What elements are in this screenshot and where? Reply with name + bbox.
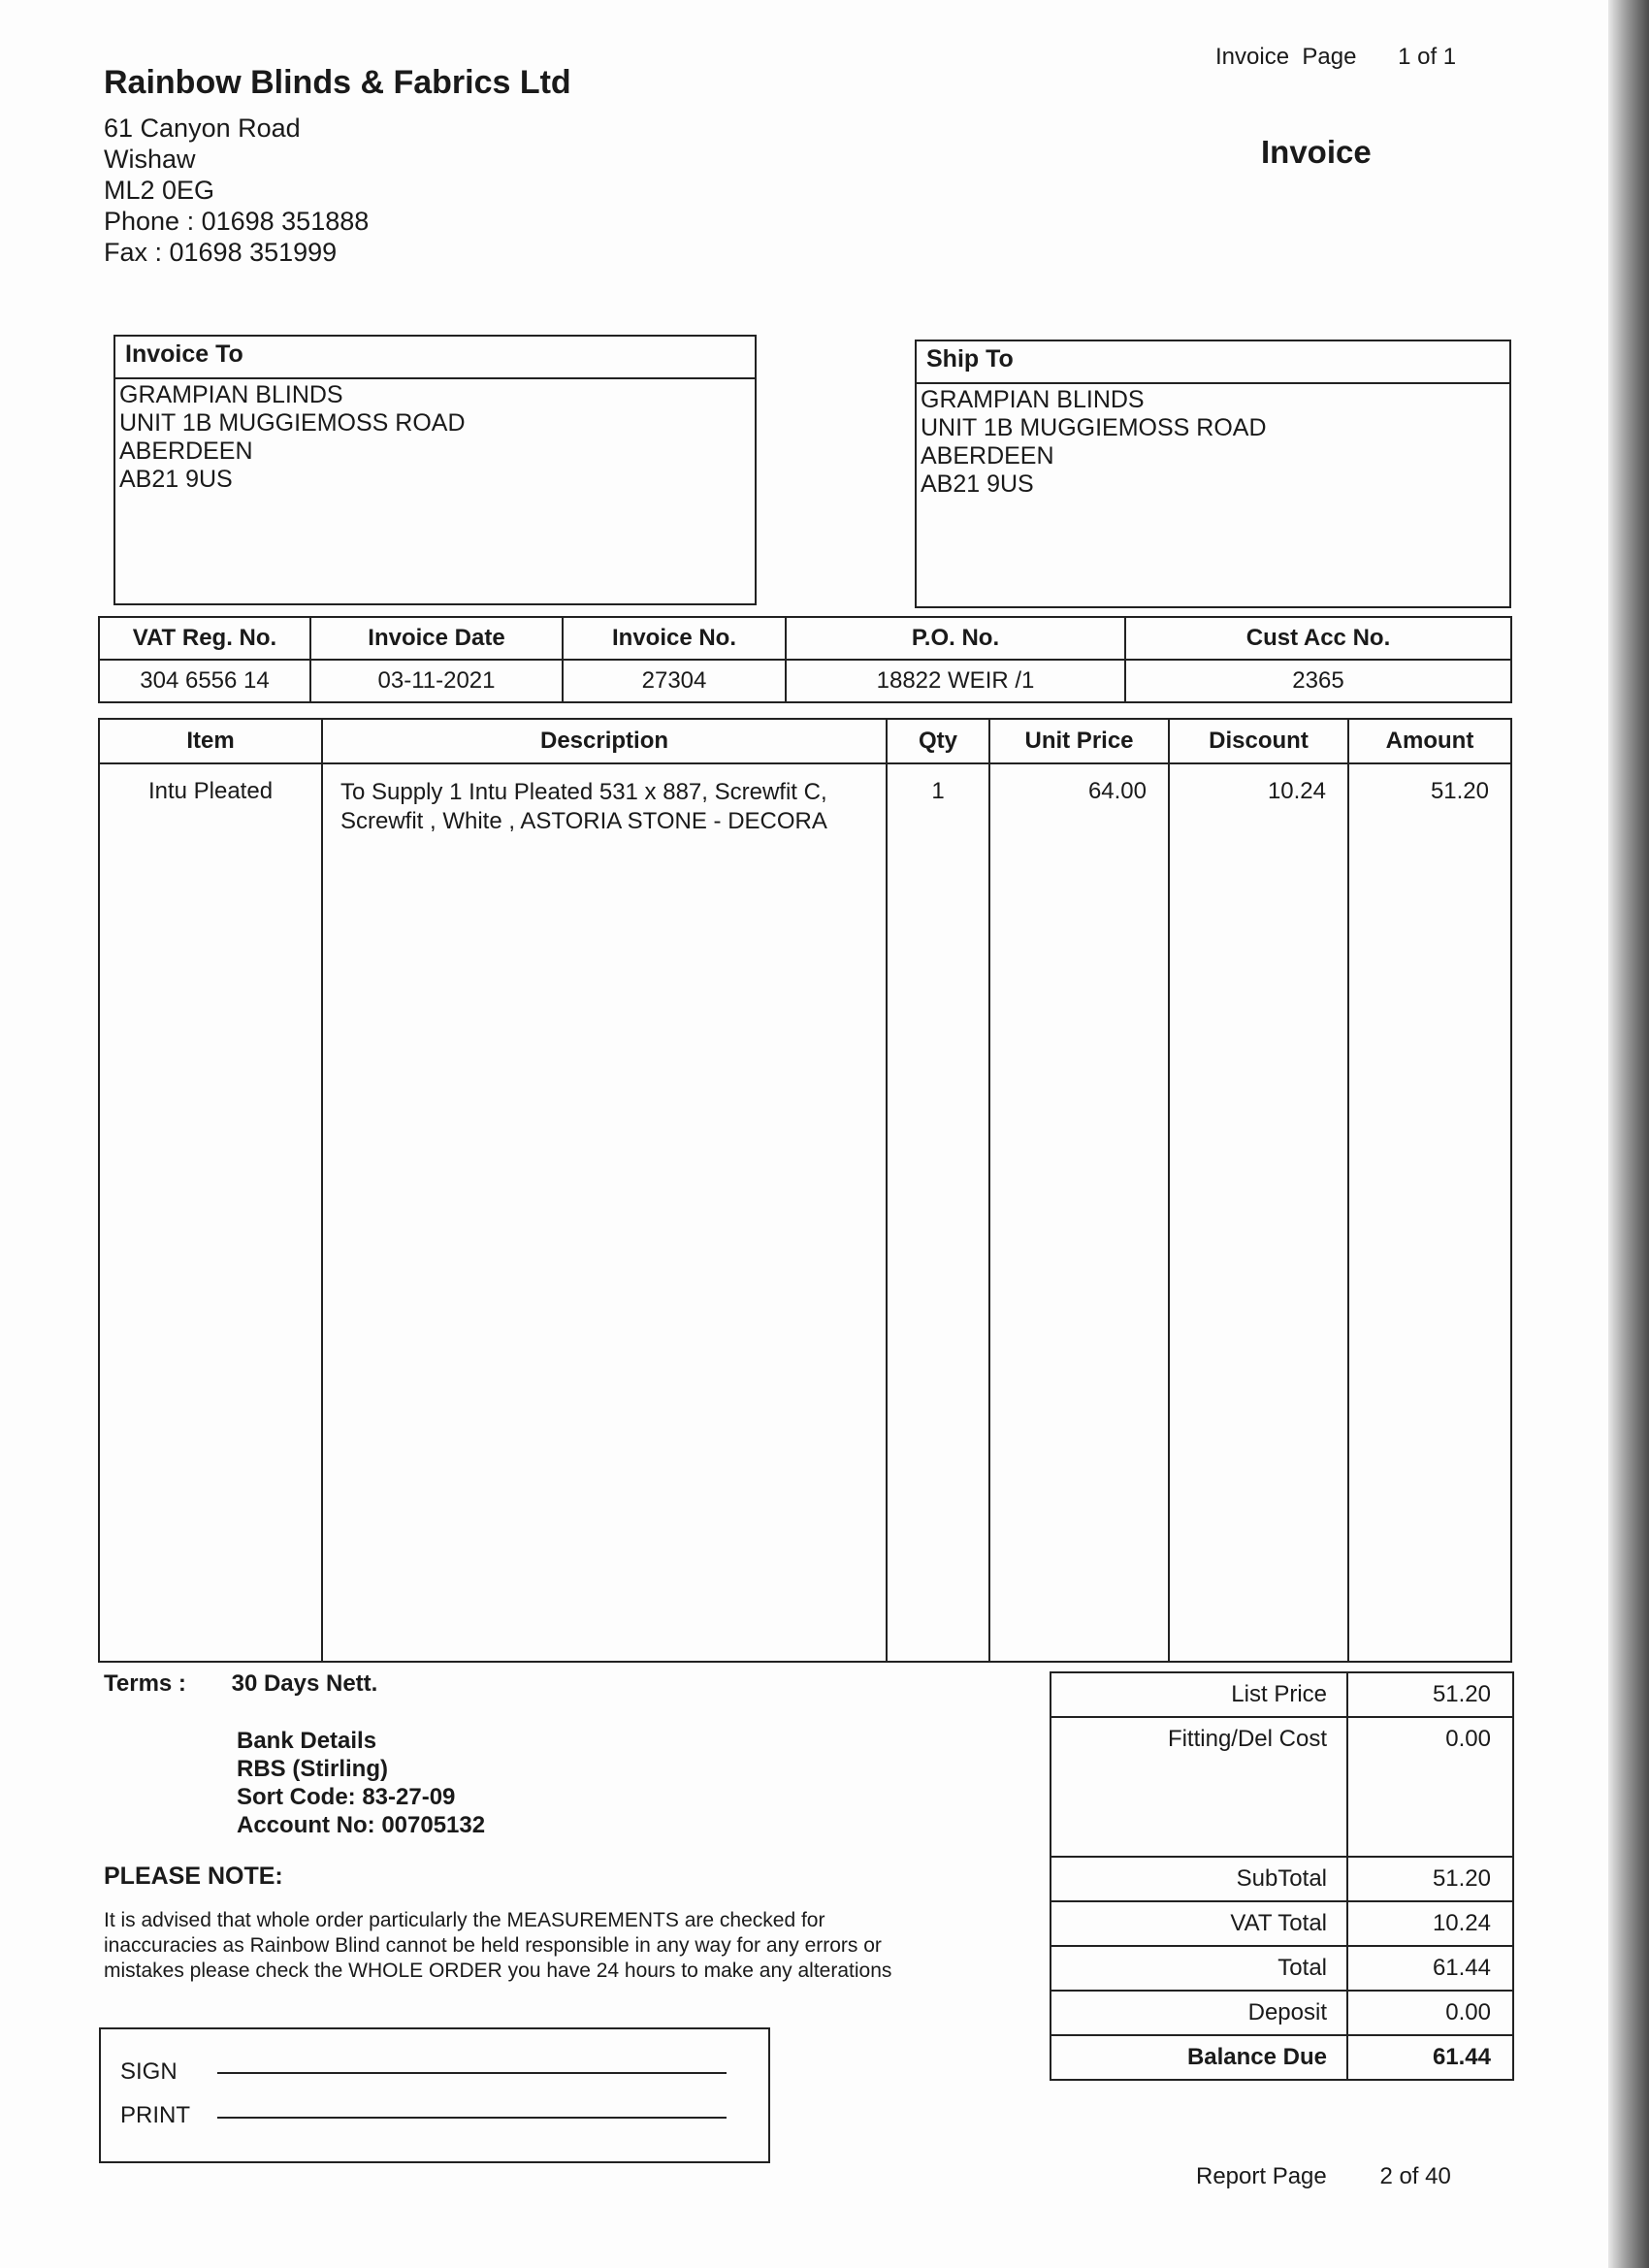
meta-value-row [99, 660, 1511, 702]
bank-name: RBS (Stirling) [237, 1756, 388, 1782]
invoice-to-line: UNIT 1B MUGGIEMOSS ROAD [119, 409, 466, 437]
totals-table [1050, 1671, 1514, 2081]
ship-to-line: GRAMPIAN BLINDS [921, 386, 1145, 413]
balance-due-label: Balance Due [1051, 2035, 1347, 2080]
ship-to-line: AB21 9US [921, 470, 1034, 498]
invoice-to-heading: Invoice To [115, 337, 755, 379]
cust-acc-value: 2365 [1125, 660, 1511, 702]
invoice-meta-table [98, 616, 1512, 703]
invoice-to-address [115, 379, 755, 496]
table-row [99, 763, 1511, 1662]
amount-header: Amount [1348, 719, 1511, 763]
deposit-value: 0.00 [1347, 1991, 1513, 2035]
totals-row [1051, 1672, 1513, 1717]
unit-price-cell: 64.00 [989, 763, 1169, 1662]
invoice-page-value: 1 of 1 [1398, 44, 1457, 70]
scan-edge-shadow [1608, 0, 1649, 2268]
line-items-table [98, 718, 1512, 1663]
fax-line: Fax : 01698 351999 [104, 238, 338, 267]
invoice-date-header: Invoice Date [310, 617, 563, 660]
ship-to-box [915, 340, 1511, 608]
address-line: Wishaw [104, 145, 196, 174]
qty-cell: 1 [887, 763, 989, 1662]
ship-to-line: UNIT 1B MUGGIEMOSS ROAD [921, 414, 1267, 441]
sign-label: SIGN [120, 2058, 178, 2085]
description-header: Description [322, 719, 887, 763]
totals-row [1051, 1901, 1513, 1946]
terms-label: Terms : [104, 1670, 186, 1697]
description-line: To Supply 1 Intu Pleated 531 x 887, Screwfit C, [340, 779, 827, 805]
note-line: It is advised that whole order particularly the MEASUREMENTS are checked for [104, 1909, 825, 1931]
invoice-to-line: GRAMPIAN BLINDS [119, 381, 343, 408]
description-line: Screwfit , White , ASTORIA STONE - DECORA [340, 808, 827, 834]
phone-line: Phone : 01698 351888 [104, 207, 370, 236]
print-label: PRINT [120, 2102, 190, 2128]
po-number-header: P.O. No. [786, 617, 1125, 660]
document-title: Invoice [1261, 134, 1372, 170]
invoice-number-value: 27304 [563, 660, 786, 702]
totals-row [1051, 1991, 1513, 2035]
note-line: inaccuracies as Rainbow Blind cannot be held responsible in any way for any errors or [104, 1934, 882, 1957]
items-header-row [99, 719, 1511, 763]
unit-price-header: Unit Price [989, 719, 1169, 763]
invoice-page-indicator [1215, 44, 1456, 71]
subtotal-label: SubTotal [1051, 1857, 1347, 1901]
company-address [104, 113, 369, 268]
account-number: Account No: 00705132 [237, 1812, 486, 1838]
totals-row [1051, 1717, 1513, 1857]
vat-total-label: VAT Total [1051, 1901, 1347, 1946]
vat-reg-value: 304 6556 14 [99, 660, 310, 702]
qty-header: Qty [887, 719, 989, 763]
cust-acc-header: Cust Acc No. [1125, 617, 1511, 660]
bank-details-heading: Bank Details [237, 1728, 377, 1754]
address-line: 61 Canyon Road [104, 113, 301, 143]
invoice-number-header: Invoice No. [563, 617, 786, 660]
meta-header-row [99, 617, 1511, 660]
item-cell: Intu Pleated [99, 763, 322, 1662]
sort-code: Sort Code: 83-27-09 [237, 1784, 456, 1810]
discount-cell: 10.24 [1169, 763, 1348, 1662]
ship-to-line: ABERDEEN [921, 442, 1054, 470]
invoice-date-value: 03-11-2021 [310, 660, 563, 702]
invoice-to-box [113, 335, 757, 605]
sign-line[interactable] [217, 2072, 727, 2074]
totals-row [1051, 2035, 1513, 2080]
amount-cell: 51.20 [1348, 763, 1511, 1662]
signature-box [99, 2027, 770, 2163]
report-page-indicator [1196, 2163, 1451, 2190]
description-cell [322, 763, 887, 1662]
fitting-cost-value: 0.00 [1347, 1717, 1513, 1857]
balance-due-value: 61.44 [1347, 2035, 1513, 2080]
subtotal-value: 51.20 [1347, 1857, 1513, 1901]
print-line[interactable] [217, 2117, 727, 2119]
fitting-cost-label: Fitting/Del Cost [1051, 1717, 1347, 1857]
list-price-label: List Price [1051, 1672, 1347, 1717]
report-page-label: Report Page [1196, 2163, 1327, 2189]
deposit-label: Deposit [1051, 1991, 1347, 2035]
item-header: Item [99, 719, 322, 763]
discount-header: Discount [1169, 719, 1348, 763]
totals-row [1051, 1857, 1513, 1901]
total-value: 61.44 [1347, 1946, 1513, 1991]
invoice-page-label: Invoice Page [1215, 44, 1357, 70]
bank-details [237, 1727, 485, 1839]
total-label: Total [1051, 1946, 1347, 1991]
invoice-to-line: AB21 9US [119, 466, 233, 493]
ship-to-heading: Ship To [917, 341, 1509, 384]
please-note-heading: PLEASE NOTE: [104, 1863, 283, 1890]
terms [104, 1670, 377, 1698]
terms-value: 30 Days Nett. [231, 1670, 378, 1697]
note-line: mistakes please check the WHOLE ORDER you have 24 hours to make any alterations [104, 1960, 892, 1982]
invoice-to-line: ABERDEEN [119, 437, 253, 465]
totals-row [1051, 1946, 1513, 1991]
company-name: Rainbow Blinds & Fabrics Ltd [104, 64, 571, 101]
address-line: ML2 0EG [104, 176, 215, 205]
report-page-value: 2 of 40 [1379, 2163, 1451, 2189]
please-note-text [104, 1908, 1006, 1984]
vat-reg-header: VAT Reg. No. [99, 617, 310, 660]
vat-total-value: 10.24 [1347, 1901, 1513, 1946]
list-price-value: 51.20 [1347, 1672, 1513, 1717]
ship-to-address [917, 384, 1509, 501]
po-number-value: 18822 WEIR /1 [786, 660, 1125, 702]
